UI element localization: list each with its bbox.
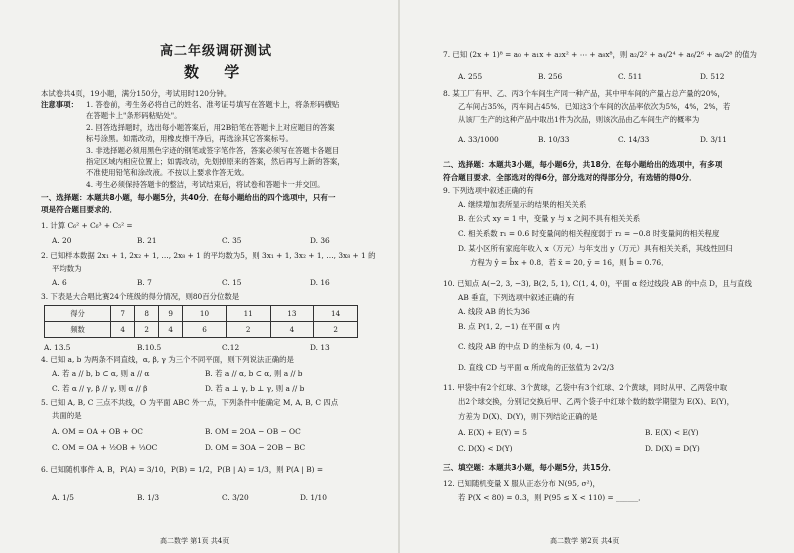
question-stem: 乙车间占35%，丙车间占45%．已知这3个车间的次品率依次为5%，4%，2%，若 <box>458 102 731 111</box>
option: C. 511 <box>618 72 643 81</box>
question-stem: 2. 已知样本数据 2x₁ + 1, 2x₂ + 1, …, 2x₈ + 1 的平均数为5，则 3x₁ + 1, 3x₂ + 1, …, 3x₈ + 1 的 <box>41 251 376 260</box>
option: C. 3/20 <box>222 493 249 502</box>
option: B. OM = 2OA − OB − OC <box>205 427 301 436</box>
option: B. 点 P(1, 2, −1) 在平面 α 内 <box>458 322 560 331</box>
option: D. 1/10 <box>300 493 327 502</box>
option: A. 33/1000 <box>458 135 499 144</box>
option: C. 若 α // γ, β // γ, 则 α // β <box>52 384 148 393</box>
note-line: 3. 非选择题必须用黑色字迹的钢笔或签字笔作答，答案必须写在答题卡各题目 <box>86 146 340 155</box>
question-stem: 5. 已知 A, B, C 三点不共线，O 为平面 ABC 外一点，下列条件中能确定 M, A, B, C 四点 <box>41 398 339 407</box>
question-stem: 方差为 D(X)、D(Y)，则下列结论正确的是 <box>458 412 598 421</box>
option: D. 13 <box>310 343 330 352</box>
option: A. 20 <box>52 236 72 245</box>
section-heading: 项是符合题目要求的． <box>41 205 117 214</box>
subject-title: 数 学 <box>184 63 250 81</box>
option: A. 若 a // b, b ⊂ α, 则 a // α <box>52 369 150 378</box>
option: B. 256 <box>538 72 563 81</box>
option: B. 1/3 <box>137 493 160 502</box>
option: B. 7 <box>137 278 152 287</box>
option: D. 16 <box>310 278 330 287</box>
option: C. 14/33 <box>618 135 650 144</box>
option: A. 255 <box>458 72 483 81</box>
table-cell: 2 <box>314 322 358 338</box>
option: D. 若 a ⊥ γ, b ⊥ γ, 则 a // b <box>205 384 305 393</box>
table-cell: 6 <box>183 322 227 338</box>
option: C. OM = OA + ½OB + ⅓OC <box>52 443 158 452</box>
table-cell: 频数 <box>45 322 111 338</box>
table-cell: 13 <box>270 306 314 322</box>
question-stem: 4. 已知 a, b 为两条不同直线，α, β, γ 为三个不同平面，则下列说法正确的是 <box>41 355 294 364</box>
table-cell: 8 <box>135 306 159 322</box>
table-cell: 9 <box>159 306 183 322</box>
table-cell: 11 <box>226 306 270 322</box>
question-stem: 7. 已知 (2x + 1)⁸ = a₀ + a₁x + a₂x² + ⋯ + a₈x⁸，则 a₂/2² + a₄/2⁴ + a₆/2⁶ + a₈/2⁸ 的值为 <box>443 50 757 59</box>
option: D. 某小区所有家庭年收入 x（万元）与年支出 y（万元）具有相关关系，其线性回归 <box>458 244 733 253</box>
option: D. OM = 3OA − 2OB − BC <box>205 443 306 452</box>
table-cell: 14 <box>314 306 358 322</box>
note-line: 不准使用铅笔和涂改液。不按以上要求作答无效。 <box>86 168 249 177</box>
question-stem: 平均数为 <box>52 264 82 273</box>
option: D. 3/11 <box>700 135 727 144</box>
option: A. 6 <box>52 278 67 287</box>
question-stem: 从该厂生产的这种产品中取出1件为次品，则该次品由乙车间生产的概率为 <box>458 115 700 124</box>
page-footer: 高二数学 第2页 共4页 <box>550 537 620 545</box>
option: B.10.5 <box>137 343 162 352</box>
option: 方程为 ŷ = b̂x + 0.8．若 x̄ = 20, ȳ = 16，则 b̂ = 0.76． <box>470 258 669 267</box>
option: C. 线段 AB 的中点 D 的坐标为 (0, 4, −1) <box>458 342 599 351</box>
question-stem: 9. 下列选项中叙述正确的有 <box>443 186 534 195</box>
section-heading: 符合题目要求．全部选对的得6分，部分选对的得部分分，有选错的得0分． <box>443 173 697 182</box>
page-footer: 高二数学 第1页 共4页 <box>160 537 230 545</box>
option: D. 36 <box>310 236 330 245</box>
option: C.12 <box>222 343 240 352</box>
exam-intro: 本试卷共4页，19小题，满分150分，考试用时120分钟。 <box>41 89 232 98</box>
table-row <box>45 306 358 322</box>
note-line: 指定区域内相应位置上；如需改动，先划掉原来的答案，然后再写上新的答案， <box>86 157 345 166</box>
table-cell: 2 <box>135 322 159 338</box>
section-heading: 一、选择题：本题共8小题，每小题5分，共40分．在每小题给出的四个选项中，只有一 <box>41 193 336 202</box>
section-heading: 二、选择题：本题共3小题，每小题6分，共18分．在每小题给出的选项中，有多项 <box>443 160 723 169</box>
note-line: 4. 考生必须保持答题卡的整洁，考试结束后，将试卷和答题卡一并交回。 <box>86 180 325 189</box>
option: D. 直线 CD 与平面 α 所成角的正弦值为 2√2/3 <box>458 363 615 372</box>
table-row <box>45 322 358 338</box>
section-heading: 三、填空题：本题共3小题，每小题5分，共15分． <box>443 463 617 472</box>
question-stem: 3. 下表是大合唱比赛24个班级的得分情况，则80百分位数是 <box>41 292 240 301</box>
option: A. 线段 AB 的长为36 <box>458 307 530 316</box>
question-stem: 10. 已知点 A(−2, 3, −3), B(2, 5, 1), C(1, 4, 0)，平面 α 经过线段 AB 的中点 D，且与直线 <box>443 279 752 288</box>
option: C. 15 <box>222 278 242 287</box>
option: B. 10/33 <box>538 135 570 144</box>
option: A. 1/5 <box>52 493 74 502</box>
option: B. 21 <box>137 236 157 245</box>
exam-title: 高二年级调研测试 <box>160 44 273 59</box>
option: C. 35 <box>222 236 242 245</box>
page-2 <box>400 0 794 553</box>
option: D. D(X) = D(Y) <box>645 444 700 453</box>
question-stem: 共面的是 <box>52 411 82 420</box>
question-stem: 若 P(X < 80) = 0.3，则 P(95 ≤ X < 110) = ______． <box>458 493 646 502</box>
question-stem: AB 垂直，下列选项中叙述正确的有 <box>458 293 575 302</box>
notes-label: 注意事项： <box>41 100 78 109</box>
option: A. E(X) + E(Y) = 5 <box>458 428 527 437</box>
option: C. 相关系数 r₁ = 0.6 时变量间的相关程度弱于 r₂ = −0.8 时变量间的相关程度 <box>458 229 720 238</box>
note-line: 在答题卡上"条形码粘贴处"。 <box>86 111 182 120</box>
question-stem: 出2个球交换，分别记交换后甲、乙两个袋子中红球个数的数学期望为 E(X)、E(Y)， <box>458 397 735 406</box>
option: A. 13.5 <box>44 343 71 352</box>
question-stem: 8. 某工厂有甲、乙、丙3个车间生产同一种产品，其中甲车间的产量占总产量的20%， <box>443 89 725 98</box>
score-table <box>44 305 358 338</box>
table-cell: 2 <box>226 322 270 338</box>
option: B. 若 a // α, b ⊂ α, 则 a // b <box>205 369 303 378</box>
option: B. E(X) < E(Y) <box>645 428 699 437</box>
option: B. 在公式 xy = 1 中，变量 y 与 x 之间不具有相关关系 <box>458 214 641 223</box>
table-cell: 4 <box>270 322 314 338</box>
table-cell: 7 <box>111 306 135 322</box>
option: A. OM = OA + OB + OC <box>52 427 143 436</box>
question-stem: 12. 已知随机变量 X 服从正态分布 N(95, σ²)， <box>443 479 600 488</box>
question-stem: 11. 甲袋中有2个红球、3个黄球，乙袋中有3个红球、2个黄球，同时从甲、乙两袋中取 <box>443 383 728 392</box>
question-stem: 6. 已知随机事件 A, B，P(A) = 3/10，P(B) = 1/2，P(B | A) = 1/3，则 P(A | B) = <box>41 465 324 474</box>
note-line: 2. 回答选择题时，选出每小题答案后，用2B铅笔在答题卡上对应题目的答案 <box>86 123 335 132</box>
table-cell: 10 <box>183 306 227 322</box>
table-cell: 4 <box>111 322 135 338</box>
table-cell: 4 <box>159 322 183 338</box>
note-line: 标号涂黑。如需改动，用橡皮擦干净后，再选涂其它答案标号。 <box>86 134 293 143</box>
note-line: 1. 答卷前，考生务必将自己的姓名、准考证号填写在答题卡上，将条形码横贴 <box>86 100 340 109</box>
option: C. D(X) < D(Y) <box>458 444 513 453</box>
table-cell: 得分 <box>45 306 111 322</box>
question-stem: 1. 计算 C₆² + C₆³ + C₅² = <box>41 221 133 230</box>
option: A. 继续增加表所显示的结果的相关关系 <box>458 200 587 209</box>
option: D. 512 <box>700 72 725 81</box>
